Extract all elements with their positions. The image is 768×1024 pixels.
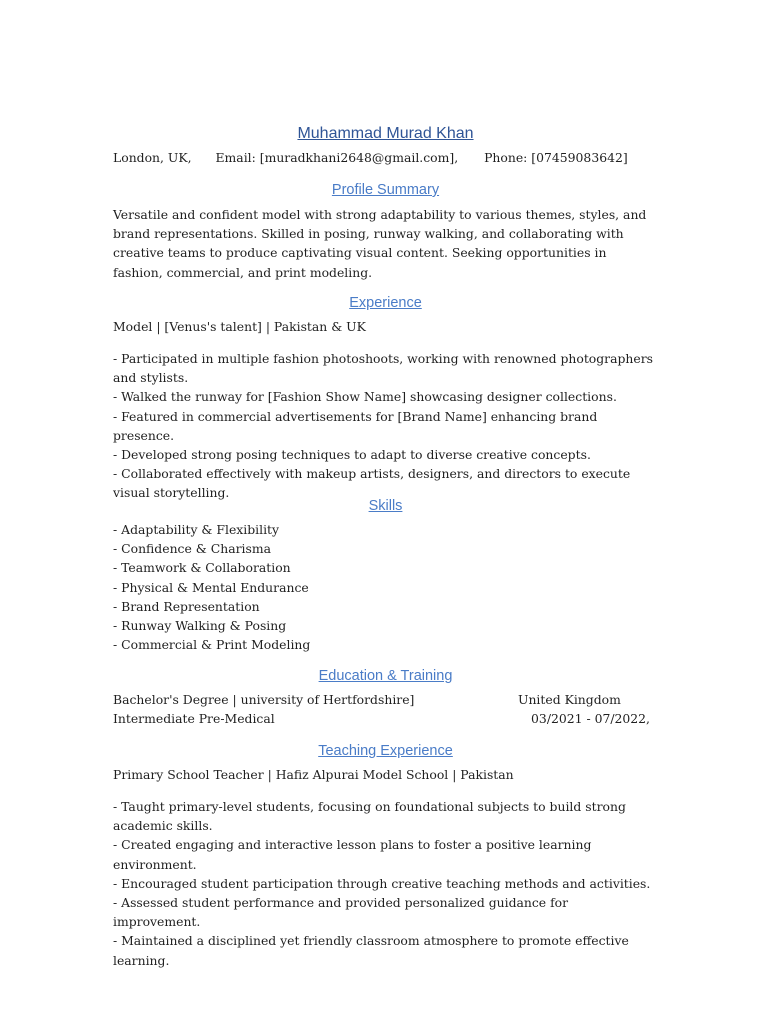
education-row-intermediate	[113, 709, 658, 728]
dates-text: 03/2021 - 07/2022,	[531, 711, 650, 726]
experience-role-text: Model | [Venus's talent] | Pakistan & UK	[113, 319, 366, 334]
teaching-bullets	[113, 797, 658, 970]
list-item: - Runway Walking & Posing	[113, 618, 287, 634]
list-item: - Developed strong posing techniques to adapt to diverse creative concepts.	[113, 447, 591, 463]
list-item: - Adaptability & Flexibility	[113, 522, 280, 537]
teaching-role	[113, 765, 658, 784]
profile-summary-text	[113, 205, 658, 282]
experience-role	[113, 317, 658, 336]
phone-text: Phone: [07459083642]	[484, 150, 628, 165]
degree-text: Bachelor's Degree | university of Hertfordshire]	[113, 692, 415, 707]
candidate-name: Muhammad Murad Khan	[297, 125, 474, 142]
email-text: Email: [muradkhani2648@gmail.com],	[215, 150, 459, 165]
list-item: - Maintained a disciplined yet friendly classroom atmosphere to promote effective learning.	[113, 933, 629, 968]
experience-heading: Experience	[349, 295, 422, 311]
profile-summary-heading: Profile Summary	[331, 182, 440, 198]
education-heading: Education & Training	[318, 668, 453, 684]
contact-line	[113, 148, 658, 167]
list-item: - Collaborated effectively with makeup artists, designers, and directors to execute visual storytelling.	[113, 466, 631, 501]
education-rows	[113, 690, 658, 728]
teaching-heading: Teaching Experience	[318, 743, 453, 759]
list-item: - Teamwork & Collaboration	[113, 560, 291, 576]
teaching-role-text: Primary School Teacher | Hafiz Alpurai Model School | Pakistan	[113, 767, 514, 782]
list-item: - Commercial & Print Modeling	[113, 637, 311, 653]
list-item: - Walked the runway for [Fashion Show Name] showcasing designer collections.	[113, 389, 617, 405]
list-item: - Brand Representation	[113, 598, 260, 614]
list-item: - Physical & Mental Endurance	[113, 579, 309, 595]
location-text: London, UK,	[113, 150, 192, 165]
list-item: - Created engaging and interactive lesson plans to foster a positive learning environment.	[113, 837, 592, 872]
profile-summary-paragraph: Versatile and confident model with strong adaptability to various themes, styles, and brand representations. Skilled in posing, runway walking, and collaborating with creative teams to produce captivating visual content. Seeking opportunities in fashion, commercial, and print modeling.	[113, 207, 647, 280]
list-item: - Confidence & Charisma	[113, 541, 271, 557]
list-item: - Assessed student performance and provided personalized guidance for improvement.	[113, 895, 569, 930]
skills-list	[113, 520, 658, 654]
education-row-degree	[113, 690, 658, 709]
experience-bullets	[113, 349, 658, 503]
list-item: - Encouraged student participation through creative teaching methods and activities.	[113, 875, 651, 891]
list-item: - Participated in multiple fashion photoshoots, working with renowned photographers and stylists.	[113, 351, 654, 386]
skills-heading: Skills	[368, 498, 403, 514]
country-text: United Kingdom	[518, 692, 621, 707]
list-item: - Taught primary-level students, focusing on foundational subjects to build strong academic skills.	[113, 799, 626, 834]
intermediate-text: Intermediate Pre-Medical	[113, 711, 275, 726]
list-item: - Featured in commercial advertisements for [Brand Name] enhancing brand presence.	[113, 408, 598, 443]
